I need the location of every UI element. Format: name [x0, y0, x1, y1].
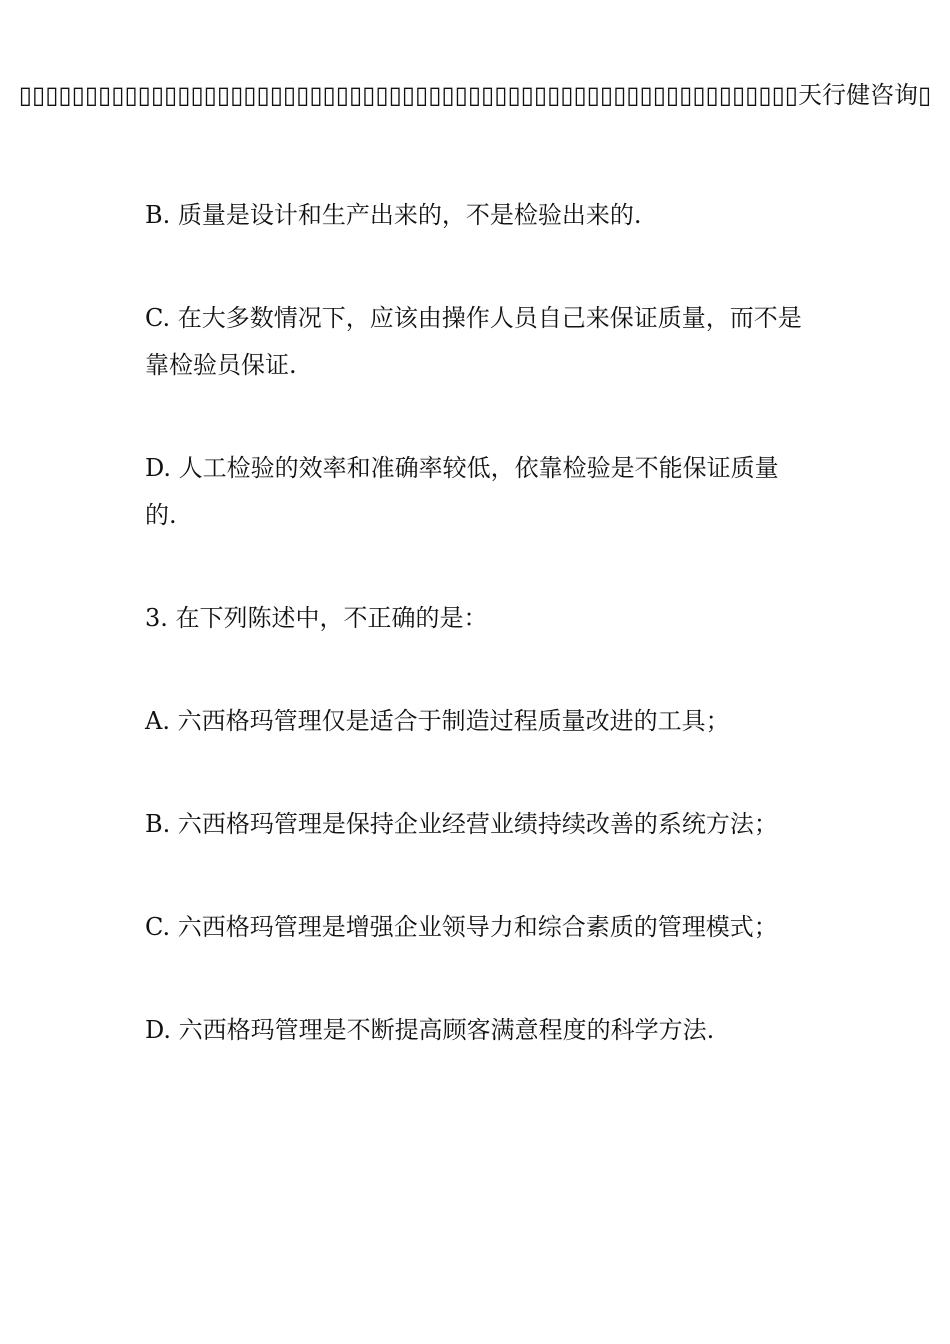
document-body	[145, 192, 805, 1110]
option-c-operator: C. 在大多数情况下，应该由操作人员自己来保证质量，而不是靠检验员保证.	[145, 304, 802, 379]
option-b-quality: B. 质量是设计和生产出来的，不是检验出来的.	[145, 201, 642, 229]
page-header: ▯▯▯▯▯▯▯▯▯▯▯▯▯▯▯▯▯▯▯▯▯▯▯▯▯▯▯▯▯▯▯▯▯▯▯▯▯▯▯▯▯▯▯▯▯▯▯▯▯▯▯▯▯▯▯▯▯▯▯天行健咨询▯	[18, 81, 932, 109]
option-d-manual-inspection: D. 人工检验的效率和准确率较低，依靠检验是不能保证质量的.	[145, 454, 779, 529]
question-3-option-b: B. 六西格玛管理是保持企业经营业绩持续改善的系统方法；	[145, 810, 778, 838]
question-3-option-a: A. 六西格玛管理仅是适合于制造过程质量改进的工具；	[145, 707, 730, 735]
question-3: 3. 在下列陈述中，不正确的是：	[145, 604, 488, 632]
question-3-option-d: D. 六西格玛管理是不断提高顾客满意程度的科学方法.	[145, 1016, 715, 1044]
question-3-option-c: C. 六西格玛管理是增强企业领导力和综合素质的管理模式；	[145, 913, 778, 941]
